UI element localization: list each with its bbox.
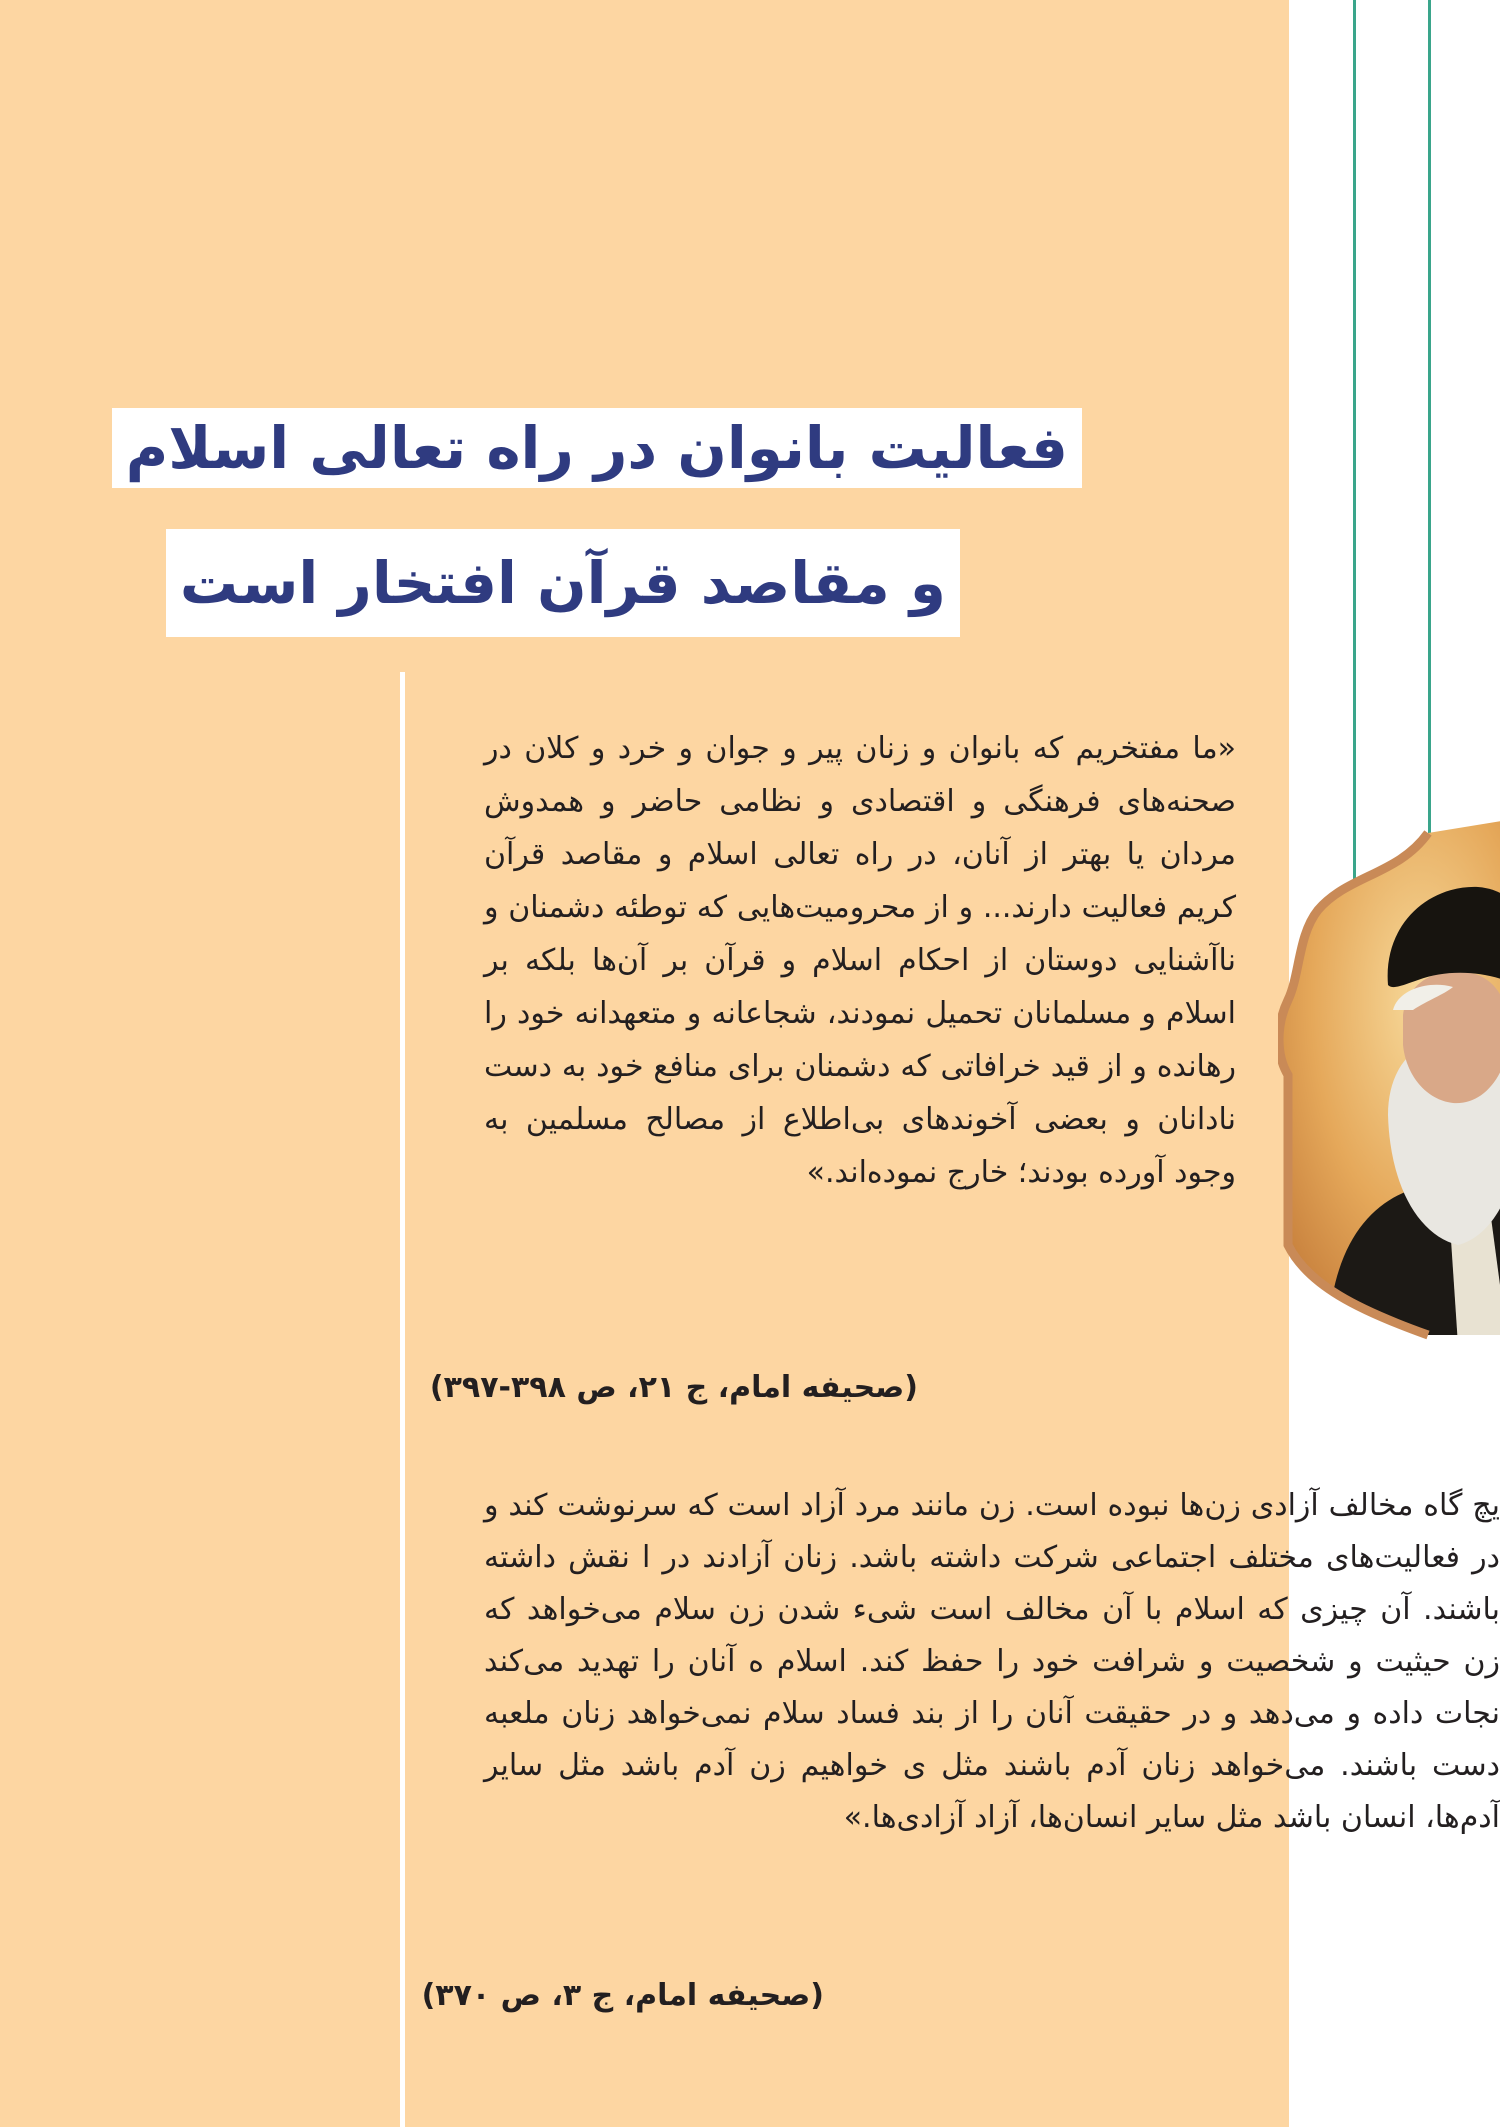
portrait-frame: [1278, 815, 1500, 1345]
side-accent-line: [1353, 0, 1356, 900]
quote-paragraph-2: یچ گاه مخالف آزادی زن‌ها نبوده است. زن مانند مرد آزاد است که سرنوشت کند و در فعالیت‌های مختلف اجتماعی شرکت داشته باشد. زنان آزادند در ا نقش داشته باشند. آن چیزی که اسلام با آن مخالف است شیء شدن زن سلام می‌خواهد که زن حیثیت و شخصیت و شرافت خود را حفظ کند. اسلام ه آنان را تهدید می‌کند نجات داده و می‌دهد و در حقیقت آنان را از بند فساد سلام نمی‌خواهد زنان ملعبه دست باشند. می‌خواهد زنان آدم باشند مثل ی خواهیم زن آدم باشد مثل سایر آدم‌ها، انسان باشد مثل سایر انسان‌ها، آزاد آزادی‌ها.»: [484, 1488, 1500, 1835]
title-line-1: فعالیت بانوان در راه تعالی اسلام: [112, 408, 1082, 488]
source-citation-2: (صحیفه امام، ج ۳، ص ۳۷۰): [421, 1978, 824, 2013]
title-line-2: و مقاصد قرآن افتخار است: [166, 529, 960, 637]
side-accent-line: [1428, 0, 1431, 850]
vertical-rule: [400, 672, 405, 2127]
source-citation-1: (صحیفه امام، ج ۲۱، ص ۳۹۸-۳۹۷): [429, 1370, 918, 1405]
quote-paragraph-1: «ما مفتخریم که بانوان و زنان پیر و جوان و خرد و کلان در صحنه‌های فرهنگی و اقتصادی و نظامی حاضر و همدوش مردان یا بهتر از آنان، در راه تعالی اسلام و مقاصد قرآن کریم فعالیت دارند... و از محرومیت‌هایی که توطئه دشمنان و ناآشنایی دوستان از احکام اسلام و قرآن بر آن‌ها بلکه بر اسلام و مسلمانان تحمیل نمودند، شجاعانه و متعهدانه خود را رهانده و از قید خرافاتی که دشمنان برای منافع خود به دست نادانان و بعضی آخوندهای بی‌اطلاع از مصالح مسلمین به وجود آورده بودند؛ خارج نموده‌اند.»: [484, 731, 1236, 1190]
